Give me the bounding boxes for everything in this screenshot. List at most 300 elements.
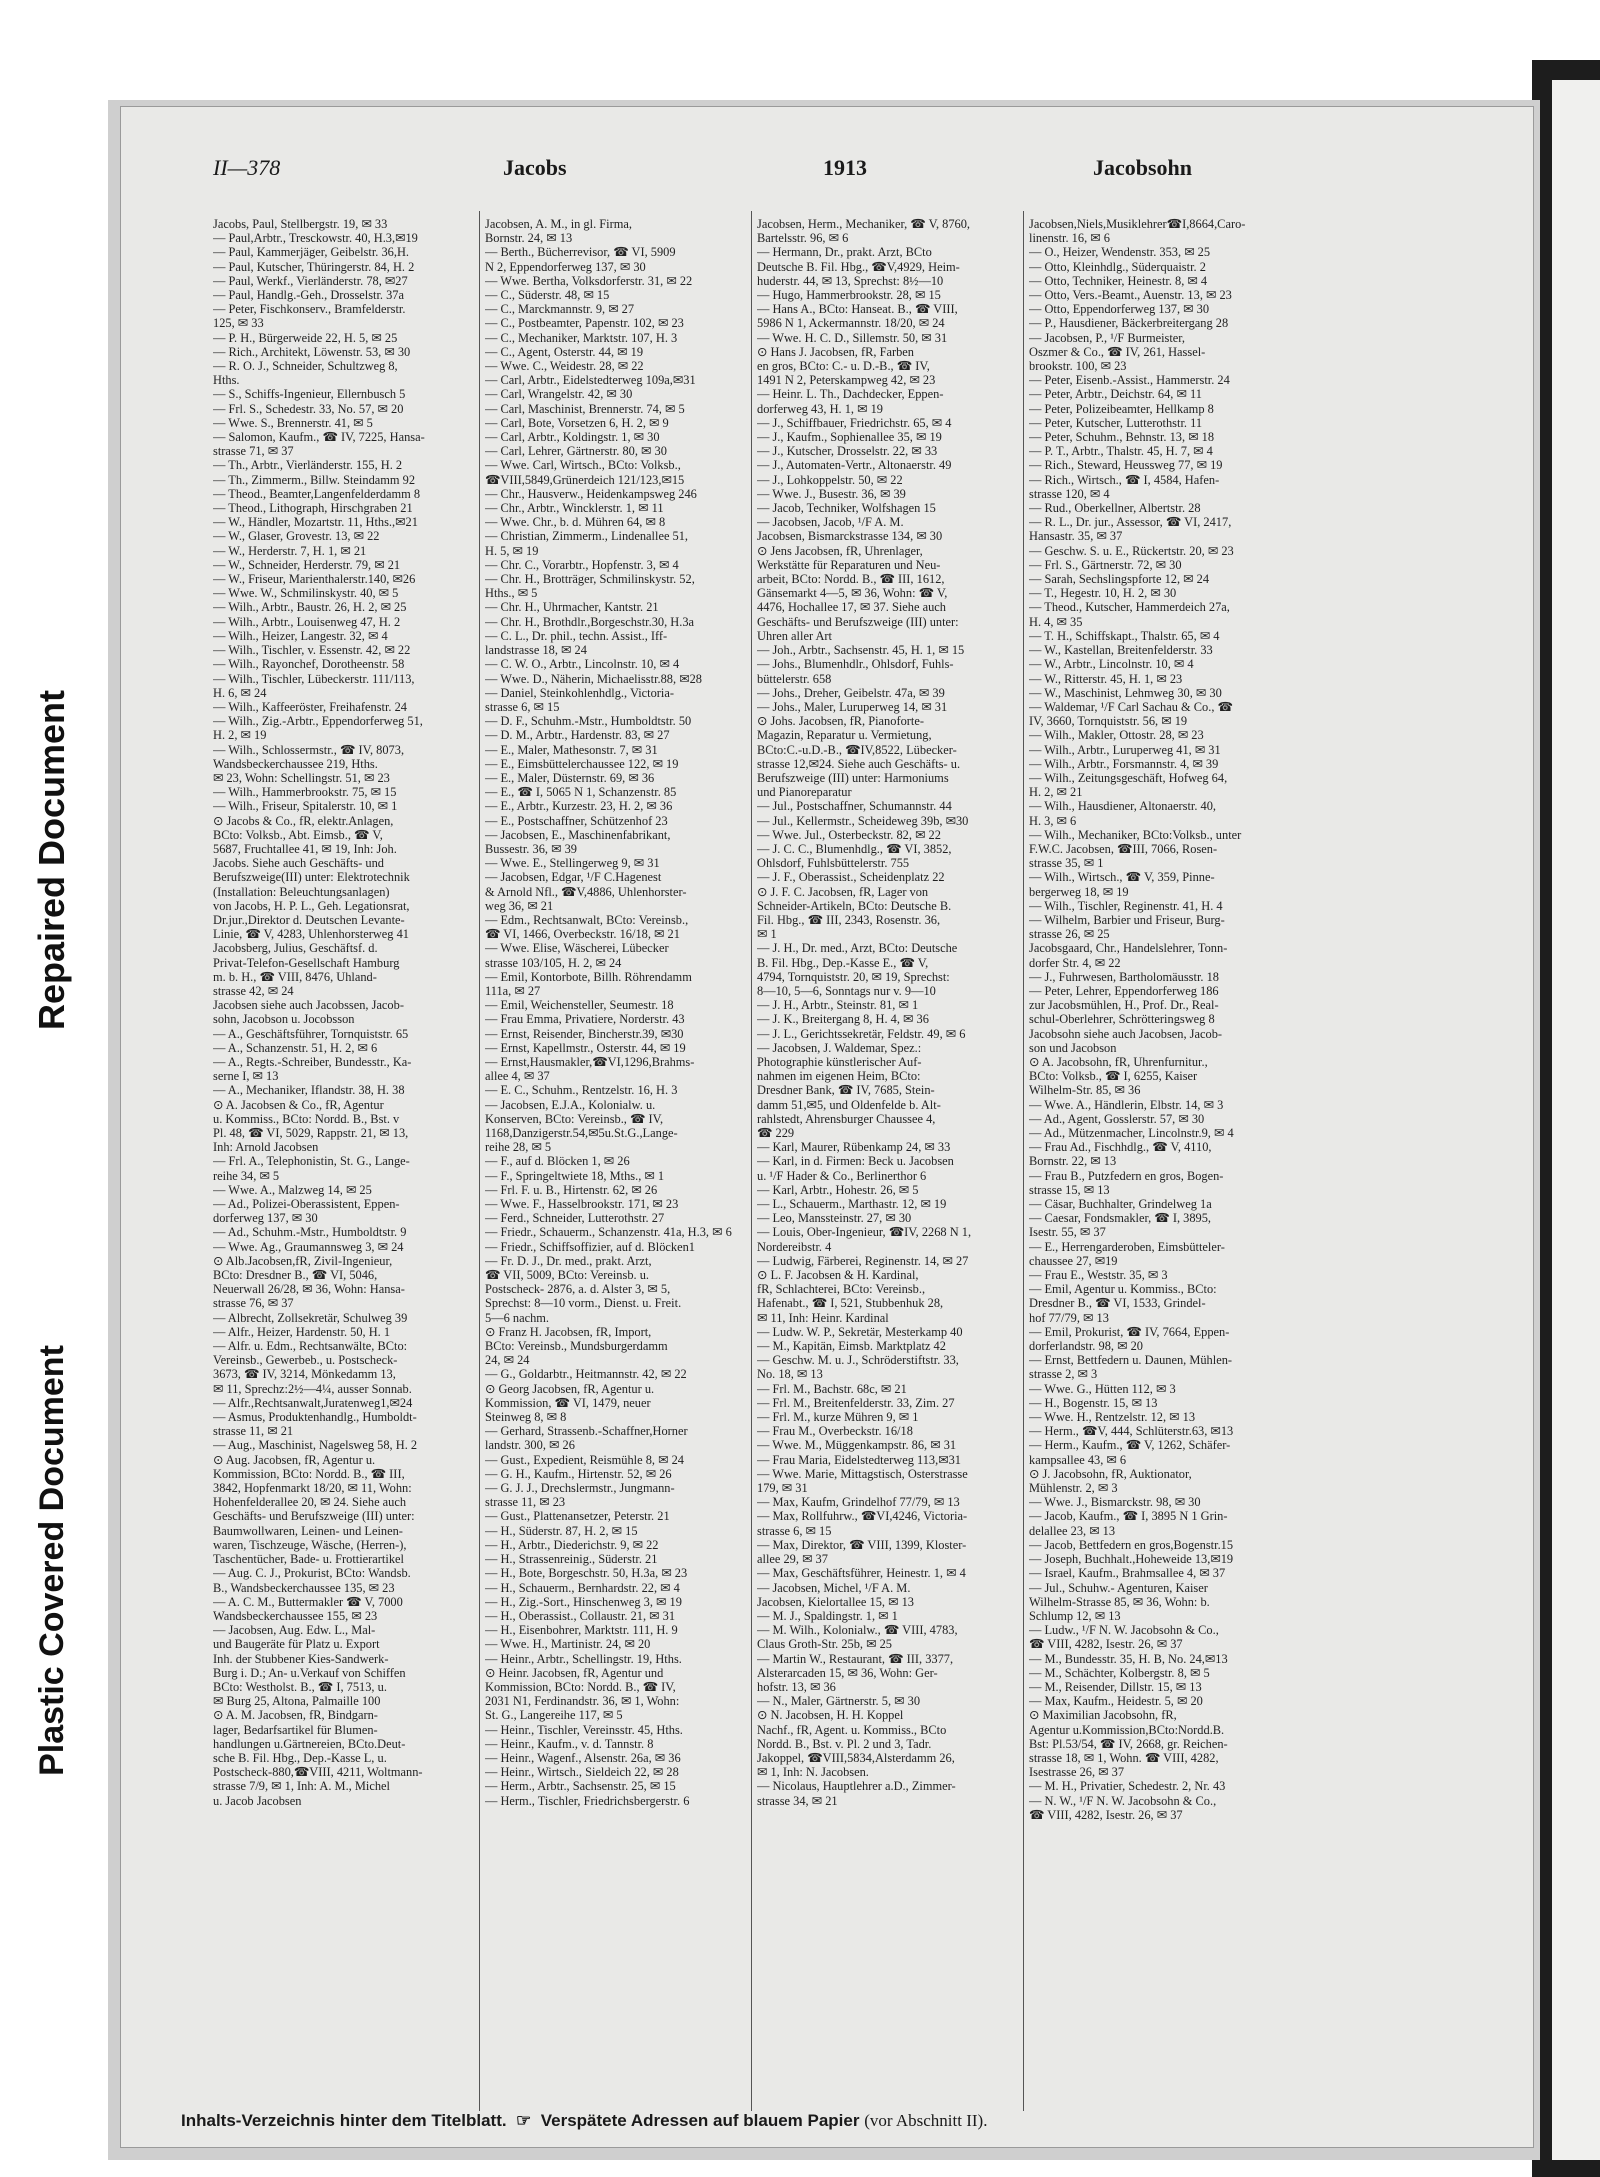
directory-entry: — Heinr., Kaufm., v. d. Tannstr. 8 [485, 1736, 654, 1751]
directory-entry: — W., Schneider, Herderstr. 79, ✉ 21 [213, 557, 401, 572]
directory-entry: — Wilh., Mechaniker, BCto:Volksb., unter [1029, 827, 1242, 842]
directory-entry: Kommission, BCto: Nordd. B., ☎ IV, [485, 1679, 676, 1694]
directory-entry: — Jacobsen, Jacob, ¹/F A. M. [757, 515, 904, 530]
directory-entry: waren, Tischzeuge, Wäsche, (Herren-), [213, 1537, 407, 1552]
directory-entry: Deutsche B. Fil. Hbg., ☎V,4929, Heim- [757, 259, 960, 274]
directory-entry: — Frau Emma, Privatiere, Norderstr. 43 [485, 1012, 685, 1027]
header-year: 1913 [823, 155, 867, 180]
directory-entry: Wandsbeckerchaussee 219, Hths. [213, 756, 378, 771]
directory-entry: — Johs., Dreher, Geibelstr. 47a, ✉ 39 [757, 685, 945, 700]
directory-entry: dorfer Str. 4, ✉ 22 [1029, 955, 1121, 970]
directory-entry: — Wilh., Heizer, Langestr. 32, ✉ 4 [213, 628, 388, 643]
directory-entry: — J. C. C., Blumenhdlg., ☎ VI, 3852, [757, 841, 952, 856]
directory-entry: — Albrecht, Zollsekretär, Schulweg 39 [213, 1310, 408, 1325]
directory-entry: — Otto, Techniker, Heinestr. 8, ✉ 4 [1029, 273, 1208, 288]
directory-entry: N 2, Eppendorferweg 137, ✉ 30 [485, 259, 646, 274]
directory-page [120, 106, 1534, 2148]
directory-entry: ⊙ A. Jacobsohn, fR, Uhrenfurnitur., [1029, 1054, 1208, 1069]
directory-entry: BCto: Volksb., ☎ I, 6255, Kaiser [1029, 1069, 1198, 1084]
page-number: II—378 [213, 155, 281, 180]
directory-entry: strasse 11, ✉ 23 [485, 1495, 566, 1510]
directory-entry: — Salomon, Kaufm., ☎ IV, 7225, Hansa- [213, 430, 425, 445]
directory-entry: Hths., ✉ 5 [485, 586, 538, 601]
adjacent-page-edge [1532, 60, 1600, 2177]
directory-entry: Fil. Hbg., ☎ III, 2343, Rosenstr. 36, [757, 912, 941, 927]
directory-entry: — Wwe. Elise, Wäscherei, Lübecker [485, 941, 669, 956]
directory-entry: und Baugeräte für Platz u. Export [213, 1637, 380, 1652]
directory-entry: — Wwe. D., Näherin, Michaelisstr.88, ✉28 [485, 671, 702, 686]
directory-entry: — Wwe. J., Busestr. 36, ✉ 39 [757, 486, 906, 501]
directory-entry: strasse 76, ✉ 37 [213, 1296, 294, 1311]
directory-entry: — Wilh., Arbtr., Louisenweg 47, H. 2 [213, 614, 401, 629]
directory-entry: — Chr. H., Brotträger, Schmilinskystr. 52, [485, 572, 695, 587]
directory-entry: — J. F., Oberassist., Scheidenplatz 22 [757, 870, 945, 885]
directory-entry: — Gust., Plattenansetzer, Peterstr. 21 [485, 1509, 670, 1524]
directory-entry: — Johs., Maler, Luruperweg 14, ✉ 31 [757, 699, 948, 714]
directory-entry: — H., Süderstr. 87, H. 2, ✉ 15 [485, 1523, 638, 1538]
directory-entry: Dr.jur.,Direktor d. Deutschen Levante- [213, 912, 405, 927]
directory-entry: B., Wandsbeckerchaussee 135, ✉ 23 [213, 1580, 395, 1595]
directory-entry: — Jul., Postschaffner, Schumannstr. 44 [757, 799, 952, 814]
directory-entry: — Carl, Arbtr., Eidelstedterweg 109a,✉31 [485, 373, 696, 388]
directory-entry: — Alfr. u. Edm., Rechtsanwälte, BCto: [213, 1339, 408, 1354]
directory-entry: — Jacobsen, Edgar, ¹/F C.Hagenest [485, 870, 662, 885]
directory-entry: — J., Kutscher, Drosselstr. 22, ✉ 33 [757, 444, 938, 459]
directory-entry: — W., Arbtr., Lincolnstr. 10, ✉ 4 [1029, 657, 1194, 672]
directory-entry: Kommission, BCto: Nordd. B., ☎ III, [213, 1466, 405, 1481]
directory-entry: delallee 23, ✉ 13 [1029, 1523, 1116, 1538]
directory-entry: — H., Zig.-Sort., Hinschenweg 3, ✉ 19 [485, 1594, 682, 1609]
directory-entry: — Ad., Schuhm.-Mstr., Humboldtstr. 9 [213, 1225, 407, 1240]
directory-entry: u. Kommiss., BCto: Nordd. B., Bst. v [213, 1111, 400, 1126]
directory-entry: — H., Eisenbohrer, Marktstr. 111, H. 9 [485, 1623, 678, 1638]
directory-entry: H. 6, ✉ 24 [213, 685, 267, 700]
directory-entry: Sprechst: 8—10 vorm., Dienst. u. Freit. [485, 1296, 682, 1311]
directory-entry: — Wilh., Hammerbrookstr. 75, ✉ 15 [213, 785, 397, 800]
directory-entry: — Hugo, Hammerbrookstr. 28, ✉ 15 [757, 288, 941, 303]
directory-entry: Schneider-Artikeln, BCto: Deutsche B. [757, 898, 952, 913]
directory-entry: — Herm., Tischler, Friedrichsbergerstr. 6 [485, 1793, 690, 1808]
repaired-document-label [0, 600, 105, 1120]
directory-entry: lager, Bedarfsartikel für Blumen- [213, 1722, 378, 1737]
directory-entry: — Jacobsen, J. Waldemar, Spez.: [757, 1040, 922, 1055]
directory-entry: Neuerwall 26/28, ✉ 36, Wohn: Hansa- [213, 1282, 405, 1297]
directory-entry: ✉ 11, Sprechz:2½—4¼, ausser Sonnab. [213, 1381, 412, 1396]
directory-entry: — Wilhelm, Barbier und Friseur, Burg- [1029, 912, 1225, 927]
directory-entry: Steinweg 8, ✉ 8 [485, 1410, 567, 1425]
directory-entry: Dresdner B., ☎ VI, 1533, Grindel- [1029, 1296, 1206, 1311]
directory-entry: Jacobsberg, Julius, Geschäftsf. d. [213, 941, 378, 956]
directory-entry: — Wilh., Friseur, Spitalerstr. 10, ✉ 1 [213, 799, 398, 814]
directory-entry: bergerweg 18, ✉ 19 [1029, 884, 1129, 899]
directory-entry: Inh: Arnold Jacobsen [213, 1140, 319, 1155]
directory-entry: ✉ 1, Inh: N. Jacobsen. [757, 1765, 869, 1780]
directory-entry: — S., Schiffs-Ingenieur, Ellernbusch 5 [213, 387, 406, 402]
directory-entry: ☎ VI, 1466, Overbeckstr. 16/18, ✉ 21 [485, 927, 680, 942]
directory-entry: — Paul,Arbtr., Tresckowstr. 40, H.3,✉19 [213, 231, 418, 246]
directory-entry: — Otto, Vers.-Beamt., Auenstr. 13, ✉ 23 [1029, 288, 1232, 303]
directory-entry: — Karl, Arbtr., Hohestr. 26, ✉ 5 [757, 1182, 919, 1197]
directory-entry: arbeit, BCto: Nordd. B., ☎ III, 1612, [757, 572, 945, 587]
directory-entry: — Wwe. Chr., b. d. Mühren 64, ✉ 8 [485, 515, 666, 530]
directory-entry: — Otto, Eppendorferweg 137, ✉ 30 [1029, 302, 1210, 317]
directory-entry: 2031 N1, Ferdinandstr. 36, ✉ 1, Wohn: [485, 1694, 680, 1709]
directory-entry: — Ernst, Bettfedern u. Daunen, Mühlen- [1029, 1353, 1233, 1368]
directory-entry: Berufszweige (III) unter: Harmoniums [757, 770, 949, 785]
directory-entry: — J., Fuhrwesen, Bartholomäusstr. 18 [1029, 969, 1219, 984]
directory-entry: — Carl, Arbtr., Koldingstr. 1, ✉ 30 [485, 430, 660, 445]
directory-entry: — J. K., Breitergang 8, H. 4, ✉ 36 [757, 1012, 929, 1027]
directory-entry: — Wwe. Bertha, Volksdorferstr. 31, ✉ 22 [485, 273, 693, 288]
directory-entry: Wandsbeckerchaussee 155, ✉ 23 [213, 1608, 378, 1623]
directory-entry: — Frau Maria, Eidelstedterweg 113,✉31 [757, 1452, 961, 1467]
directory-entry: ⊙ Johs. Jacobsen, fR, Pianoforte- [757, 714, 924, 729]
directory-entry: Hohenfelderallee 20, ✉ 24. Siehe auch [213, 1495, 407, 1510]
directory-entry: — Wwe. S., Brennerstr. 41, ✉ 5 [213, 415, 373, 430]
directory-entry: — Ludwig, Färberei, Reginenstr. 14, ✉ 27 [757, 1253, 969, 1268]
directory-entry: strasse 42, ✉ 24 [213, 983, 294, 998]
directory-entry: ☎ VIII, 4282, Isestr. 26, ✉ 37 [1029, 1637, 1183, 1652]
directory-entry: — Theod., Beamter,Langenfelderdamm 8 [213, 486, 421, 501]
directory-entry: — Frl. F. u. B., Hirtenstr. 62, ✉ 26 [485, 1182, 658, 1197]
directory-entry: — Alfr.,Rechtsanwalt,Juratenweg1,✉24 [213, 1395, 413, 1410]
directory-entry: — Friedr., Schauerm., Schanzenstr. 41a, H.3, ✉ 6 [485, 1225, 732, 1240]
directory-entry: — Max, Geschäftsführer, Heinestr. 1, ✉ 4 [757, 1566, 966, 1581]
directory-entry: — W., Ritterstr. 45, H. 1, ✉ 23 [1029, 671, 1183, 686]
directory-entry: dorferlandstr. 98, ✉ 20 [1029, 1339, 1143, 1354]
directory-entry: — J. H., Dr. med., Arzt, BCto: Deutsche [757, 941, 958, 956]
directory-entry: 4476, Hochallee 17, ✉ 37. Siehe auch [757, 600, 946, 615]
directory-entry: zur Jacobsmühlen, H., Prof. Dr., Real- [1029, 998, 1219, 1013]
directory-entry: — Wwe. W., Schmilinskystr. 40, ✉ 5 [213, 586, 399, 601]
directory-entry: — Daniel, Steinkohlenhdlg., Victoria- [485, 685, 674, 700]
directory-entry: Bornstr. 22, ✉ 13 [1029, 1154, 1117, 1169]
directory-entry: — W., Herderstr. 7, H. 1, ✉ 21 [213, 543, 367, 558]
directory-entry: — Theod., Kutscher, Hammerdeich 27a, [1029, 600, 1230, 615]
directory-entry: — Caesar, Fondsmakler, ☎ I, 3895, [1029, 1211, 1212, 1226]
directory-entry: — Max, Rollfuhrw., ☎VI,4246, Victoria- [757, 1509, 968, 1524]
adjacent-page-strip [1552, 80, 1600, 2160]
directory-entry: strasse 18, ✉ 1, Wohn. ☎ VIII, 4282, [1029, 1750, 1219, 1765]
directory-entry: strasse 35, ✉ 1 [1029, 856, 1104, 871]
directory-entry: — H., Arbtr., Diederichstr. 9, ✉ 22 [485, 1537, 659, 1552]
directory-entry: H. 3, ✉ 6 [1029, 813, 1077, 828]
directory-entry: — H., Bogenstr. 15, ✉ 13 [1029, 1395, 1158, 1410]
directory-entry: BCto:C.-u.D.-B., ☎IV,8522, Lübecker- [757, 742, 957, 757]
directory-entry: und Pianoreparatur [757, 785, 852, 800]
directory-entry: Linie, ☎ V, 4283, Uhlenhorsterweg 41 [213, 927, 409, 942]
directory-entry: — Rich., Architekt, Löwenstr. 53, ✉ 30 [213, 344, 411, 359]
directory-entry: — Hermann, Dr., prakt. Arzt, BCto [757, 245, 932, 260]
directory-column-4 [1029, 217, 1291, 2115]
directory-entry: — Peter, Polizeibeamter, Hellkamp 8 [1029, 401, 1214, 416]
directory-entry: — Frl. S., Schedestr. 33, No. 57, ✉ 20 [213, 401, 404, 416]
directory-entry: Oszmer & Co., ☎ IV, 261, Hassel- [1029, 344, 1206, 359]
directory-entry: BCto: Volksb., Abt. Eimsb., ☎ V, [213, 827, 383, 842]
directory-entry: Bornstr. 24, ✉ 13 [485, 231, 573, 246]
directory-entry: — E., Eimsbüttelerchaussee 122, ✉ 19 [485, 756, 679, 771]
directory-entry: 8—10, 5—6, Sonntags nur v. 9—10 [757, 983, 936, 998]
directory-entry: ✉ 1 [757, 927, 777, 942]
directory-entry: — Herm., Arbtr., Sachsenstr. 25, ✉ 15 [485, 1779, 676, 1794]
directory-entry: Alsterarcaden 15, ✉ 36, Wohn: Ger- [757, 1665, 938, 1680]
directory-entry: — Jacob, Techniker, Wolfshagen 15 [757, 501, 936, 516]
directory-entry: strasse 103/105, H. 2, ✉ 24 [485, 955, 622, 970]
directory-entry: strasse 26, ✉ 25 [1029, 927, 1110, 942]
directory-entry: — Martin W., Restaurant, ☎ III, 3377, [757, 1651, 954, 1666]
directory-entry: — Wilh., Rayonchef, Dorotheenstr. 58 [213, 657, 405, 672]
directory-entry: — Frau B., Putzfedern en gros, Bogen- [1029, 1168, 1224, 1183]
directory-entry: — W., Maschinist, Lehmweg 30, ✉ 30 [1029, 685, 1222, 700]
directory-entry: Konserven, BCto: Vereinsb., ☎ IV, [485, 1111, 664, 1126]
directory-entry: ⊙ Jens Jacobsen, fR, Uhrenlager, [757, 543, 923, 558]
directory-entry: Jacobsohn siehe auch Jacobsen, Jacob- [1029, 1026, 1223, 1041]
directory-entry: ⊙ Heinr. Jacobsen, fR, Agentur und [485, 1665, 664, 1680]
directory-entry: Mühlenstr. 2, ✉ 3 [1029, 1481, 1118, 1496]
directory-entry: IV, 3660, Tornquiststr. 56, ✉ 19 [1029, 714, 1188, 729]
column-divider [479, 211, 480, 2111]
directory-entry: strasse 12,✉24. Siehe auch Geschäfts- u. [757, 756, 961, 771]
directory-entry: ✉ 23, Wohn: Schellingstr. 51, ✉ 23 [213, 770, 390, 785]
directory-entry: strasse 7/9, ✉ 1, Inh: A. M., Michel [213, 1779, 390, 1794]
directory-entry: — Wilh., Arbtr., Forsmannstr. 4, ✉ 39 [1029, 756, 1219, 771]
directory-entry: — W., Kastellan, Breitenfelderstr. 33 [1029, 643, 1213, 658]
directory-entry: — J. H., Arbtr., Steinstr. 81, ✉ 1 [757, 998, 919, 1013]
directory-entry: 5—6 nachm. [485, 1310, 550, 1325]
directory-entry: — Heinr., Wagenf., Alsenstr. 26a, ✉ 36 [485, 1750, 681, 1765]
directory-entry: — Ferd., Schneider, Lutterothstr. 27 [485, 1211, 665, 1226]
directory-entry: — Wwe. Jul., Osterbeckstr. 82, ✉ 22 [757, 827, 941, 842]
directory-entry: — Wwe. Ag., Graumannsweg 3, ✉ 24 [213, 1239, 404, 1254]
directory-entry: strasse 120, ✉ 4 [1029, 486, 1110, 501]
directory-entry: weg 36, ✉ 21 [485, 898, 554, 913]
footer-late-addresses-note: Verspätete Adressen auf blauem Papier [540, 2111, 860, 2130]
directory-entry: — Joseph, Buchhalt.,Hoheweide 13,✉19 [1029, 1552, 1234, 1567]
directory-entry: dorferweg 137, ✉ 30 [213, 1211, 318, 1226]
directory-entry: — Geschw. S. u. E., Rückertstr. 20, ✉ 23 [1029, 543, 1234, 558]
directory-entry: — Herm., Kaufm., ☎ V, 1262, Schäfer- [1029, 1438, 1231, 1453]
directory-entry: — Gerhard, Strassenb.-Schaffner,Horner [485, 1424, 688, 1439]
directory-entry: u. ¹/F Hader & Co., Berlinerthor 6 [757, 1168, 927, 1183]
directory-entry: — A., Geschäftsführer, Tornquiststr. 65 [213, 1026, 409, 1041]
directory-entry: — G. J. J., Drechslermstr., Jungmann- [485, 1481, 675, 1496]
directory-entry: Pl. 48, ☎ VI, 5029, Rappstr. 21, ✉ 13, [213, 1126, 409, 1140]
directory-entry: — Wwe. H., Martinistr. 24, ✉ 20 [485, 1637, 651, 1652]
directory-entry: — Wwe. E., Stellingerweg 9, ✉ 31 [485, 856, 660, 871]
directory-entry: — C., Postbeamter, Papenstr. 102, ✉ 23 [485, 316, 684, 331]
directory-entry: — Berth., Bücherrevisor, ☎ VI, 5909 [485, 245, 676, 260]
directory-entry: Jacobsen, Bismarckstrasse 134, ✉ 30 [757, 529, 943, 544]
directory-entry: schul-Oberlehrer, Schrötteringsweg 8 [1029, 1012, 1215, 1027]
directory-entry: — A., Mechaniker, Iflandstr. 38, H. 38 [213, 1083, 405, 1098]
directory-entry: — C., Mechaniker, Marktstr. 107, H. 3 [485, 330, 678, 345]
directory-entry: H. 4, ✉ 35 [1029, 614, 1083, 629]
directory-entry: — Chr. C., Vorarbtr., Hopfenstr. 3, ✉ 4 [485, 557, 679, 572]
directory-entry: Burg i. D.; An- u.Verkauf von Schiffen [213, 1665, 406, 1680]
directory-entry: ⊙ Georg Jacobsen, fR, Agentur u. [485, 1381, 655, 1396]
directory-entry: chaussee 27, ✉19 [1029, 1253, 1118, 1268]
directory-entry: Privat-Telefon-Gesellschaft Hamburg [213, 955, 400, 970]
directory-entry: fR, Schlachterei, BCto: Vereinsb., [757, 1282, 926, 1297]
page-header [213, 155, 1293, 189]
directory-entry: — Jacobsen, P., ¹/F Burmeister, [1029, 330, 1186, 345]
directory-entry: Geschäfts- und Berufszweige (III) unter: [757, 614, 959, 629]
directory-entry: Jacobsen siehe auch Jacobssen, Jacob- [213, 998, 404, 1013]
directory-entry: Ohlsdorf, Fuhlsbüttelerstr. 755 [757, 856, 910, 871]
directory-entry: — Wwe. Marie, Mittagstisch, Osterstrasse [757, 1466, 968, 1481]
directory-entry: Jacobs, Paul, Stellbergstr. 19, ✉ 33 [213, 217, 388, 231]
directory-entry: Jacobs. Siehe auch Geschäfts- und [213, 856, 385, 871]
directory-entry: — Emil, Agentur u. Kommiss., BCto: [1029, 1282, 1217, 1297]
directory-entry: Agentur u.Kommission,BCto:Nordd.B. [1029, 1722, 1225, 1737]
directory-entry: — Chr. H., Brothdlr.,Borgeschstr.30, H.3a [485, 614, 695, 629]
directory-column-1 [213, 217, 475, 2115]
directory-entry: Jakoppel, ☎VIII,5834,Alsterdamm 26, [757, 1750, 955, 1765]
directory-entry: brookstr. 100, ✉ 23 [1029, 359, 1127, 374]
directory-entry: — Wwe. A., Händlerin, Elbstr. 14, ✉ 3 [1029, 1097, 1224, 1112]
directory-entry: — Frl. A., Telephonistin, St. G., Lange- [213, 1154, 410, 1169]
directory-entry: — E. C., Schuhm., Rentzelstr. 16, H. 3 [485, 1083, 678, 1098]
directory-entry: — J. L., Gerichtssekretär, Feldstr. 49, ✉ 6 [757, 1026, 966, 1041]
directory-entry: F.W.C. Jacobsen, ☎III, 7066, Rosen- [1029, 841, 1218, 856]
directory-entry: hof 77/79, ✉ 13 [1029, 1310, 1109, 1325]
directory-entry: — Aug. C. J., Prokurist, BCto: Wandsb. [213, 1566, 411, 1581]
directory-entry: — Wwe. G., Hütten 112, ✉ 3 [1029, 1381, 1176, 1396]
directory-entry: — Wwe. C., Weidestr. 28, ✉ 22 [485, 359, 644, 374]
directory-entry: — Max, Kaufm., Heidestr. 5, ✉ 20 [1029, 1694, 1203, 1709]
directory-entry: — C., Agent, Osterstr. 44, ✉ 19 [485, 344, 644, 359]
directory-entry: — Jacobsen, Michel, ¹/F A. M. [757, 1580, 911, 1595]
directory-entry: Postscheck- 2876, a. d. Alster 3, ✉ 5, [485, 1282, 671, 1297]
directory-entry: strasse 2, ✉ 3 [1029, 1367, 1098, 1382]
directory-entry: — Ad., Mützenmacher, Lincolnstr.9, ✉ 4 [1029, 1126, 1234, 1140]
directory-entry: H. 2, ✉ 21 [1029, 785, 1083, 800]
directory-entry: — Jacob, Bettfedern en gros,Bogenstr.15 [1029, 1537, 1234, 1552]
directory-entry: — Wwe. M., Müggenkampstr. 86, ✉ 31 [757, 1438, 957, 1453]
directory-entry: landstr. 300, ✉ 26 [485, 1438, 575, 1453]
directory-entry: — Paul, Handlg.-Geh., Drosselstr. 37a [213, 288, 404, 303]
directory-entry: Uhren aller Art [757, 628, 833, 643]
directory-entry: ⊙ Hans J. Jacobsen, fR, Farben [757, 344, 914, 359]
directory-entry: — Th., Arbtr., Vierländerstr. 155, H. 2 [213, 458, 403, 473]
directory-entry: — Rich., Wirtsch., ☎ I, 4584, Hafen- [1029, 472, 1220, 487]
directory-entry: Bartelsstr. 96, ✉ 6 [757, 231, 849, 246]
directory-entry: Werkstätte für Reparaturen und Neu- [757, 557, 941, 572]
directory-entry: — C., Süderstr. 48, ✉ 15 [485, 288, 610, 303]
directory-entry: 5986 N 1, Ackermannstr. 18/20, ✉ 24 [757, 316, 945, 331]
directory-entry: Jacobsen,Niels,Musiklehrer☎I,8664,Caro- [1029, 217, 1246, 231]
header-first-name: Jacobs [503, 155, 567, 180]
directory-entry: ✉ 11, Inh: Heinr. Kardinal [757, 1310, 889, 1325]
directory-entry: strasse 71, ✉ 37 [213, 444, 294, 459]
directory-entry: — Rud., Oberkellner, Albertstr. 28 [1029, 501, 1201, 516]
directory-entry: — Chr. H., Uhrmacher, Kantstr. 21 [485, 600, 659, 615]
directory-entry: B. Fil. Hbg., Dep.-Kasse E., ☎ V, [757, 955, 929, 970]
directory-entry: — J., Lohkoppelstr. 50, ✉ 22 [757, 472, 903, 487]
header-last-name: Jacobsohn [1093, 155, 1193, 180]
directory-entry: — J., Kaufm., Sophienallee 35, ✉ 19 [757, 430, 942, 445]
directory-entry: — Waldemar, ¹/F Carl Sachau & Co., ☎ [1029, 699, 1233, 714]
directory-entry: 1491 N 2, Peterskampweg 42, ✉ 23 [757, 373, 936, 388]
directory-entry: ⊙ J. Jacobsohn, fR, Auktionator, [1029, 1466, 1192, 1481]
directory-entry: — A. C. M., Buttermakler ☎ V, 7000 [213, 1594, 403, 1609]
directory-entry: — E., ☎ I, 5065 N 1, Schanzenstr. 85 [485, 785, 677, 800]
directory-entry: Jacobsen, Herm., Mechaniker, ☎ V, 8760, [757, 217, 971, 231]
directory-entry: — Frl. M., kurze Mühren 9, ✉ 1 [757, 1410, 919, 1425]
directory-entry: — Wwe. A., Malzweg 14, ✉ 25 [213, 1182, 372, 1197]
directory-entry: Jacobsgaard, Chr., Handelslehrer, Tonn- [1029, 941, 1228, 956]
directory-entry: — Th., Zimmerm., Billw. Steindamm 92 [213, 472, 416, 487]
directory-entry: Inh. der Stubbener Kies-Sandwerk- [213, 1651, 389, 1666]
directory-entry: 111a, ✉ 27 [485, 983, 541, 998]
directory-entry: — E., Herrengarderoben, Eimsbütteler- [1029, 1239, 1225, 1254]
directory-entry: — M., Kapitän, Eimsb. Marktplatz 42 [757, 1339, 946, 1354]
directory-entry: — Emil, Kontorbote, Billh. Röhrendamm [485, 969, 692, 984]
directory-entry: hofstr. 13, ✉ 36 [757, 1679, 836, 1694]
directory-entry: — Friedr., Schiffsoffizier, auf d. Blöcken1 [485, 1239, 695, 1254]
directory-entry: — L., Schauerm., Marthastr. 12, ✉ 19 [757, 1197, 947, 1212]
directory-entry: — Heinr., Tischler, Vereinsstr. 45, Hths. [485, 1722, 683, 1737]
directory-entry: ✉ Burg 25, Altona, Palmaille 100 [213, 1694, 381, 1709]
directory-entry: ☎ VIII, 4282, Isestr. 26, ✉ 37 [1029, 1807, 1183, 1822]
top-margin [0, 0, 1600, 50]
directory-entry: — Frau M., Overbeckstr. 16/18 [757, 1424, 913, 1439]
column-divider [751, 211, 752, 2111]
directory-entry: — Carl, Wrangelstr. 42, ✉ 30 [485, 387, 633, 402]
directory-entry: strasse 34, ✉ 21 [757, 1793, 838, 1808]
directory-entry: Schlump 12, ✉ 13 [1029, 1608, 1121, 1623]
directory-entry: Wilhelm-Strasse 85, ✉ 36, Wohn: b. [1029, 1594, 1210, 1609]
directory-entry: — Aug., Maschinist, Nagelsweg 58, H. 2 [213, 1438, 418, 1453]
directory-entry: ⊙ A. M. Jacobsen, fR, Bindgarn- [213, 1708, 378, 1723]
directory-entry: — Peter, Eisenb.-Assist., Hammerstr. 24 [1029, 373, 1230, 388]
directory-entry: — Geschw. M. u. J., Schröderstiftstr. 33, [757, 1353, 959, 1368]
directory-entry: — Wilh., Tischler, v. Essenstr. 42, ✉ 22 [213, 643, 411, 658]
directory-entry: Vereinsb., Gewerbeb., u. Postscheck- [213, 1353, 398, 1368]
directory-entry: H. 5, ✉ 19 [485, 543, 539, 558]
directory-entry: büttelerstr. 658 [757, 671, 832, 686]
directory-entry: Dresdner Bank, ☎ IV, 7685, Stein- [757, 1083, 935, 1098]
directory-entry: — R. O. J., Schneider, Schultzweg 8, [213, 359, 398, 374]
directory-entry: — Ludw., ¹/F N. W. Jacobsohn & Co., [1029, 1623, 1219, 1638]
directory-entry: No. 18, ✉ 13 [757, 1367, 823, 1382]
directory-entry: — Jacobsen, E., Maschinenfabrikant, [485, 827, 671, 842]
directory-entry: Nordd. B., Bst. v. Pl. 2 und 3, Tadr. [757, 1736, 932, 1751]
scanned-page [108, 100, 1540, 2160]
directory-entry: — Chr., Hausverw., Heidenkampsweg 246 [485, 486, 697, 501]
directory-entry: — P. T., Arbtr., Thalstr. 45, H. 7, ✉ 4 [1029, 444, 1213, 459]
directory-entry: m. b. H., ☎ VIII, 8476, Uhland- [213, 969, 377, 984]
directory-entry: Berufszweige(III) unter: Elektrotechnik [213, 870, 410, 885]
directory-entry: Photographie künstlerischer Auf- [757, 1054, 922, 1069]
directory-entry: — Max, Direktor, ☎ VIII, 1399, Kloster- [757, 1537, 967, 1552]
directory-entry: — Frl. S., Gärtnerstr. 72, ✉ 30 [1029, 557, 1182, 572]
directory-entry: reihe 28, ✉ 5 [485, 1140, 552, 1155]
directory-entry: Postscheck-880,☎VIII, 4211, Woltmann- [213, 1765, 423, 1780]
directory-entry: — O., Heizer, Wendenstr. 353, ✉ 25 [1029, 245, 1211, 260]
directory-entry: — Jacobsen, E.J.A., Kolonialw. u. [485, 1097, 656, 1112]
directory-entry: allee 29, ✉ 37 [757, 1552, 828, 1567]
footer-section-note: (vor Abschnitt II). [864, 2111, 988, 2130]
directory-entry: ⊙ L. F. Jacobsen & H. Kardinal, [757, 1268, 919, 1283]
directory-entry: H. 2, ✉ 19 [213, 728, 267, 743]
directory-entry: Baumwollwaren, Leinen- und Leinen- [213, 1523, 403, 1538]
directory-entry: — Max, Kaufm, Grindelhof 77/79, ✉ 13 [757, 1495, 960, 1510]
directory-entry: u. Jacob Jacobsen [213, 1793, 302, 1808]
directory-entry: — Karl, Maurer, Rübenkamp 24, ✉ 33 [757, 1140, 951, 1155]
directory-entry: — G. H., Kaufm., Hirtenstr. 52, ✉ 26 [485, 1466, 672, 1481]
directory-entry: — Wwe. H., Rentzelstr. 12, ✉ 13 [1029, 1410, 1196, 1425]
